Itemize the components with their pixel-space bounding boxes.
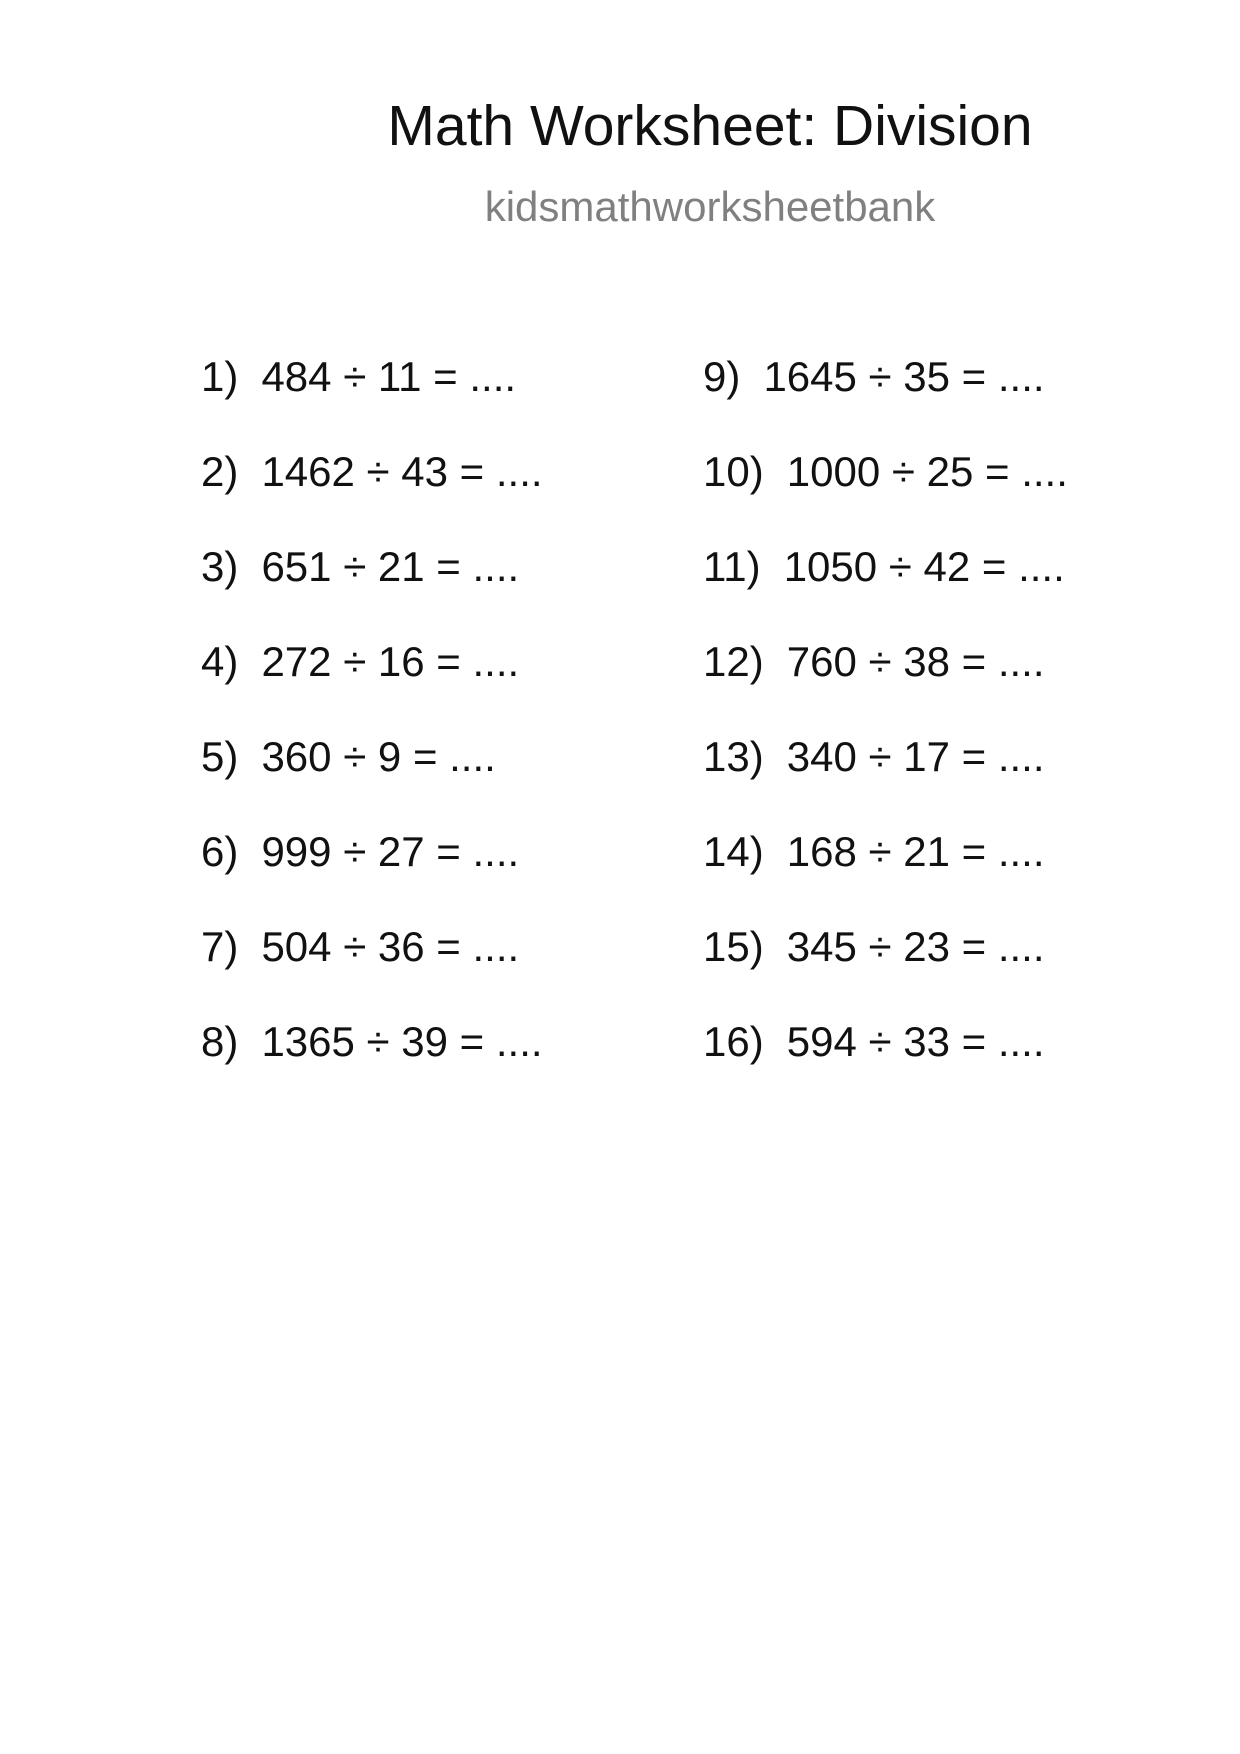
- problem-item: [201, 828, 520, 875]
- problem-expression: 999 ÷ 27 = ....: [261, 828, 520, 875]
- problem-item: [201, 923, 520, 970]
- problem-expression: 1645 ÷ 35 = ....: [763, 353, 1045, 400]
- problem-expression: 760 ÷ 38 = ....: [786, 638, 1045, 685]
- problem-number: 10): [703, 448, 764, 495]
- problem-expression: 1462 ÷ 43 = ....: [261, 448, 543, 495]
- problem-item: [703, 828, 1045, 875]
- problem-number: 2): [201, 448, 239, 495]
- problem-item: [703, 638, 1045, 685]
- problem-expression: 345 ÷ 23 = ....: [786, 923, 1045, 970]
- problem-number: 7): [201, 923, 239, 970]
- problem-number: 3): [201, 543, 239, 590]
- problem-item: [201, 353, 517, 400]
- problem-item: [201, 733, 496, 780]
- problem-expression: 1365 ÷ 39 = ....: [261, 1018, 543, 1065]
- problem-expression: 1000 ÷ 25 = ....: [786, 448, 1068, 495]
- problem-expression: 360 ÷ 9 = ....: [261, 733, 496, 780]
- problem-number: 1): [201, 353, 239, 400]
- problem-expression: 594 ÷ 33 = ....: [786, 1018, 1045, 1065]
- problem-expression: 484 ÷ 11 = ....: [261, 353, 517, 400]
- problem-expression: 1050 ÷ 42 = ....: [783, 543, 1065, 590]
- problem-item: [703, 353, 1045, 400]
- page-subtitle: kidsmathworksheetbank: [484, 183, 936, 230]
- problem-item: [703, 923, 1045, 970]
- problem-item: [703, 1018, 1045, 1065]
- problem-expression: 504 ÷ 36 = ....: [261, 923, 520, 970]
- problem-number: 8): [201, 1018, 239, 1065]
- problem-number: 14): [703, 828, 764, 875]
- problem-expression: 168 ÷ 21 = ....: [786, 828, 1045, 875]
- page-title: Math Worksheet: Division: [387, 94, 1033, 158]
- problem-item: [703, 448, 1068, 495]
- problem-number: 6): [201, 828, 239, 875]
- problem-number: 4): [201, 638, 239, 685]
- problem-item: [201, 448, 543, 495]
- problem-number: 16): [703, 1018, 764, 1065]
- problem-number: 12): [703, 638, 764, 685]
- problem-number: 13): [703, 733, 764, 780]
- problem-item: [703, 543, 1065, 590]
- problem-expression: 340 ÷ 17 = ....: [786, 733, 1045, 780]
- problem-number: 9): [703, 353, 741, 400]
- problem-expression: 272 ÷ 16 = ....: [261, 638, 520, 685]
- problem-item: [201, 1018, 543, 1065]
- problem-number: 11): [703, 543, 761, 590]
- problem-expression: 651 ÷ 21 = ....: [261, 543, 520, 590]
- problem-item: [201, 543, 520, 590]
- problem-item: [703, 733, 1045, 780]
- problem-item: [201, 638, 520, 685]
- problem-number: 15): [703, 923, 764, 970]
- problem-number: 5): [201, 733, 239, 780]
